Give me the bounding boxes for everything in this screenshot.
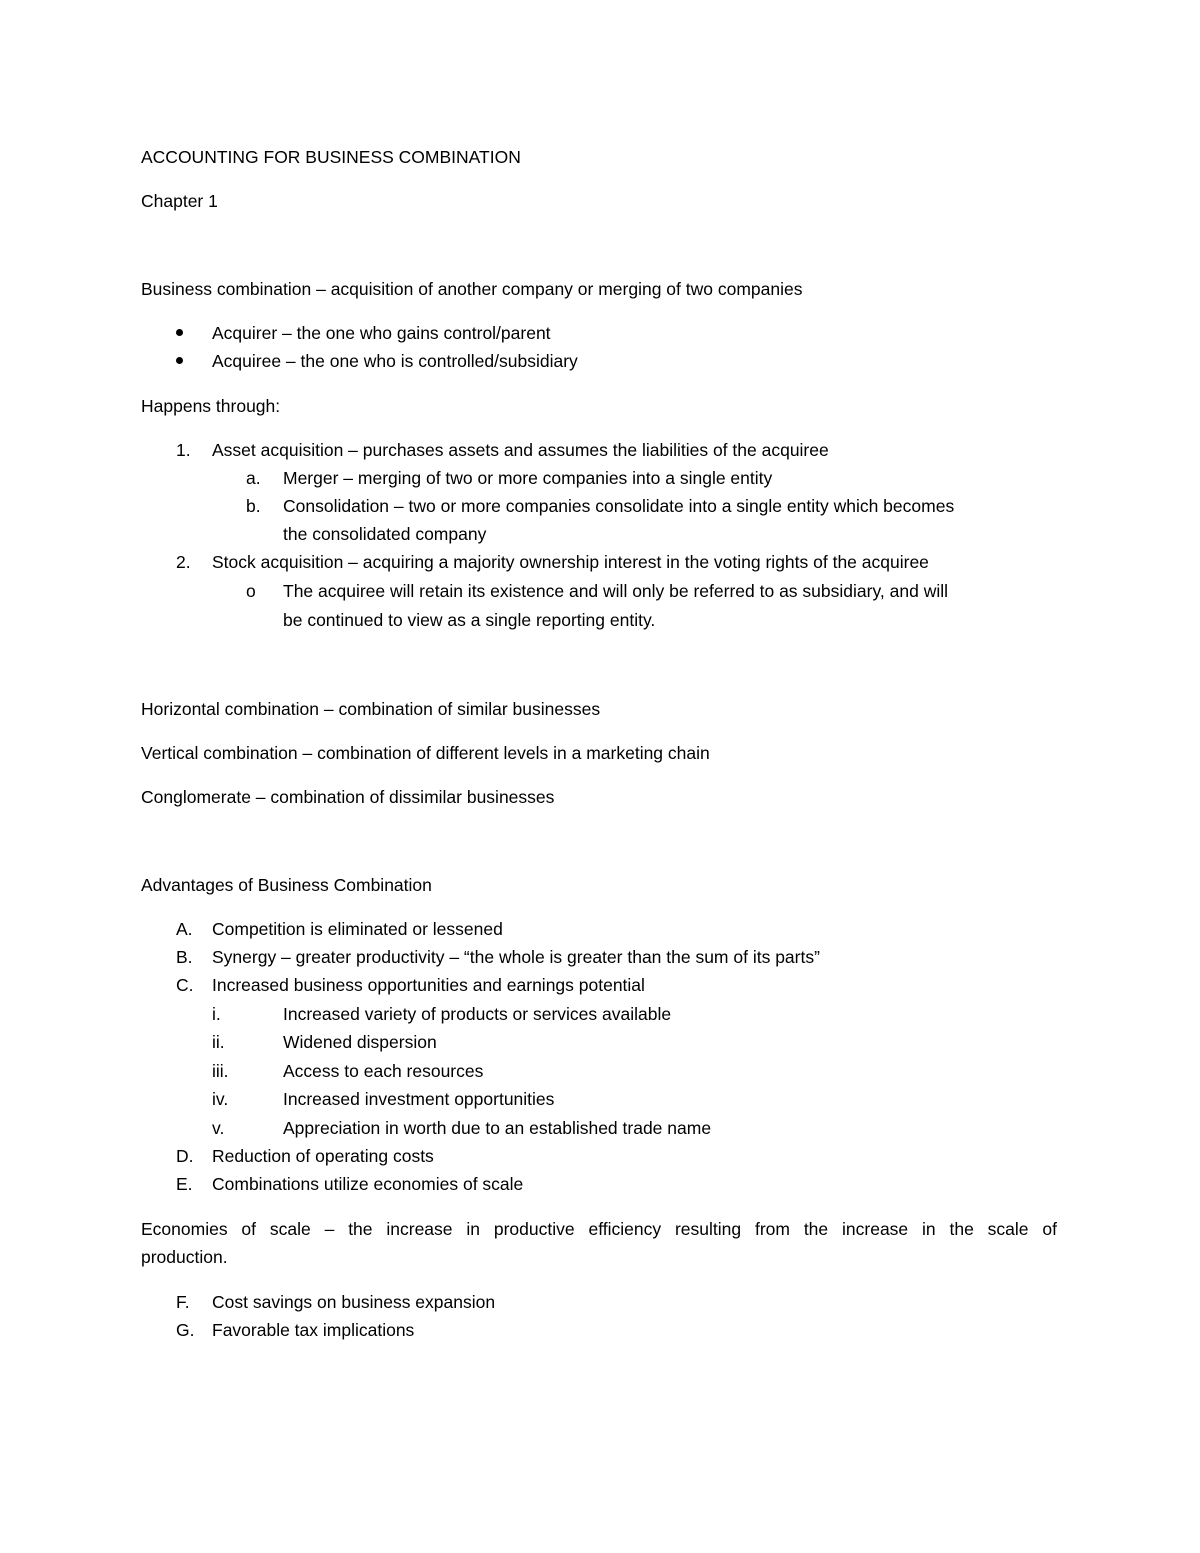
economies-of-scale-definition-continued: production.: [141, 1247, 228, 1267]
chapter-label: Chapter 1: [141, 191, 218, 211]
vertical-combination: Vertical combination – combination of different levels in a marketing chain: [141, 743, 710, 763]
list-marker: B.: [176, 947, 193, 967]
list-marker: i.: [212, 1004, 221, 1024]
advantage-item: Competition is eliminated or lessened: [212, 919, 503, 939]
opportunity-item: Increased variety of products or services available: [283, 1004, 672, 1024]
list-marker: G.: [176, 1320, 195, 1340]
acquirer-item: Acquirer – the one who gains control/parent: [212, 323, 551, 343]
opportunity-item: Increased investment opportunities: [283, 1089, 555, 1109]
consolidation-item: Consolidation – two or more companies consolidate into a single entity which becomes: [283, 496, 955, 516]
list-marker: o: [246, 581, 256, 601]
opportunity-item: Widened dispersion: [283, 1032, 437, 1052]
document-title: ACCOUNTING FOR BUSINESS COMBINATION: [141, 147, 521, 167]
opportunity-item: Access to each resources: [283, 1061, 484, 1081]
stock-acquisition-item: Stock acquisition – acquiring a majority ownership interest in the voting rights of the acquiree: [212, 552, 929, 572]
acquiree-existence-item-continued: be continued to view as a single reporting entity.: [283, 610, 656, 630]
list-marker: ii.: [212, 1032, 225, 1052]
list-marker: b.: [246, 496, 261, 516]
opportunity-item: Appreciation in worth due to an established trade name: [283, 1118, 712, 1138]
list-marker: C.: [176, 975, 194, 995]
bullet-icon: [176, 329, 183, 336]
list-marker: A.: [176, 919, 193, 939]
merger-item: Merger – merging of two or more companies into a single entity: [283, 468, 773, 488]
list-marker: iv.: [212, 1089, 229, 1109]
list-marker: 2.: [176, 552, 191, 572]
conglomerate: Conglomerate – combination of dissimilar businesses: [141, 787, 555, 807]
happens-through-heading: Happens through:: [141, 396, 281, 416]
consolidation-item-continued: the consolidated company: [283, 524, 487, 544]
economies-of-scale-definition: Economies of scale – the increase in productive efficiency resulting from the increase in the scale of: [141, 1219, 1057, 1239]
horizontal-combination: Horizontal combination – combination of similar businesses: [141, 699, 601, 719]
advantage-item: Increased business opportunities and earnings potential: [212, 975, 645, 995]
acquiree-item: Acquiree – the one who is controlled/subsidiary: [212, 351, 578, 371]
advantage-item: Reduction of operating costs: [212, 1146, 434, 1166]
advantage-item: Combinations utilize economies of scale: [212, 1174, 524, 1194]
bullet-icon: [176, 357, 183, 364]
acquiree-existence-item: The acquiree will retain its existence and will only be referred to as subsidiary, and will: [283, 581, 948, 601]
list-marker: v.: [212, 1118, 225, 1138]
asset-acquisition-item: Asset acquisition – purchases assets and assumes the liabilities of the acquiree: [212, 440, 829, 460]
list-marker: F.: [176, 1292, 190, 1312]
advantage-item: Favorable tax implications: [212, 1320, 415, 1340]
advantages-heading: Advantages of Business Combination: [141, 875, 432, 895]
business-combination-definition: Business combination – acquisition of another company or merging of two companies: [141, 279, 803, 299]
list-marker: D.: [176, 1146, 194, 1166]
list-marker: iii.: [212, 1061, 229, 1081]
advantage-item: Cost savings on business expansion: [212, 1292, 496, 1312]
list-marker: 1.: [176, 440, 191, 460]
list-marker: a.: [246, 468, 261, 488]
advantage-item: Synergy – greater productivity – “the whole is greater than the sum of its parts”: [212, 947, 820, 967]
list-marker: E.: [176, 1174, 193, 1194]
